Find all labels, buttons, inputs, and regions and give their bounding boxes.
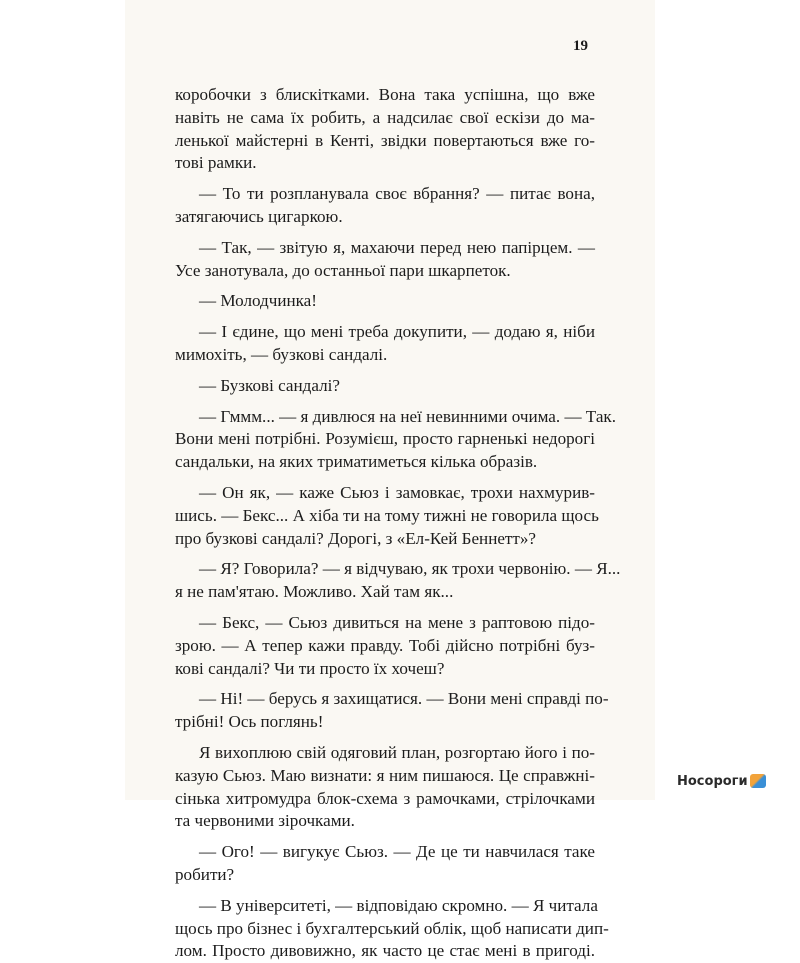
page-number: 19 <box>573 38 588 54</box>
text-line: — Ні! — берусь я захищатися. — Вони мені справді по- <box>199 689 609 709</box>
text-line: коробочки з блискітками. Вона така успішна, що вже <box>175 85 595 104</box>
page-body-text <box>175 84 621 963</box>
text-line: Вони мені потрібні. Розумієш, просто гарненькі недорогі <box>175 429 595 449</box>
text-line: робити? <box>175 864 235 884</box>
text-line: — Ого! — вигукує Сьюз. — Де це ти навчилася таке <box>199 842 595 862</box>
text-line: — То ти розпланувала своє вбрання? — питає вона, <box>199 184 595 204</box>
text-line: щось про бізнес і бухгалтерський облік, щоб написати дип- <box>175 918 609 938</box>
text-line: зрою. — А тепер кажи правду. Тобі дійсно потрібні буз- <box>175 635 595 655</box>
text-line: кові сандалі? Чи ти просто їх хочеш? <box>175 658 445 678</box>
text-line: та червоними зірочками. <box>175 811 355 831</box>
watermark-text: Носороги <box>677 773 748 789</box>
text-line: Усе занотувала, до останньої пари шкарпеток. <box>175 260 511 280</box>
text-line: лом. Просто дивовижно, як часто це стає мені в пригоді. <box>175 941 595 961</box>
text-line: про бузкові сандалі? Дорогі, з «Ел-Кей Беннетт»? <box>175 528 537 548</box>
text-line: — Он як, — каже Сьюз і замовкає, трохи нахмурив- <box>199 482 595 502</box>
text-line: — Молодчинка! <box>199 291 317 311</box>
text-line: казую Сьюз. Маю визнати: я ним пишаюся. Це справжні- <box>175 765 595 785</box>
watermark <box>677 772 766 790</box>
text-line: тові рамки. <box>175 153 257 173</box>
text-line: я не пам'ятаю. Можливо. Хай там як... <box>175 582 454 602</box>
text-line: затягаючись цигаркою. <box>175 206 343 226</box>
text-line: — Так, — звітую я, махаючи перед нею папірцем. — <box>199 237 595 257</box>
text-line: — В університеті, — відповідаю скромно. — Я читала <box>199 895 598 915</box>
text-line: — Бузкові сандалі? <box>199 375 340 395</box>
text-line: — Гммм... — я дивлюся на неї невинними очима. — Так. <box>199 406 616 426</box>
text-line: сандальки, на яких триматиметься кілька образів. <box>175 452 538 472</box>
text-line: — І єдине, що мені треба докупити, — додаю я, ніби <box>199 322 595 342</box>
text-line: мимохіть, — бузкові сандалі. <box>175 344 388 364</box>
text-line: трібні! Ось поглянь! <box>175 712 324 732</box>
text-line: ленької майстерні в Кенті, звідки повертаються вже го- <box>175 130 595 150</box>
text-line: навіть не сама їх робить, а надсилає свої ескізи до ма- <box>175 107 595 127</box>
watermark-logo-icon <box>750 774 766 788</box>
text-line: — Я? Говорила? — я відчуваю, як трохи червонію. — Я... <box>199 559 621 579</box>
text-line: Я вихоплюю свій одяговий план, розгортаю його і по- <box>199 742 595 762</box>
text-line: сінька хитромудра блок-схема з рамочками, стрілочками <box>175 788 595 808</box>
text-line: — Бекс, — Сьюз дивиться на мене з раптовою підо- <box>199 612 595 632</box>
text-line: шись. — Бекс... А хіба ти на тому тижні не говорила щось <box>175 505 599 525</box>
